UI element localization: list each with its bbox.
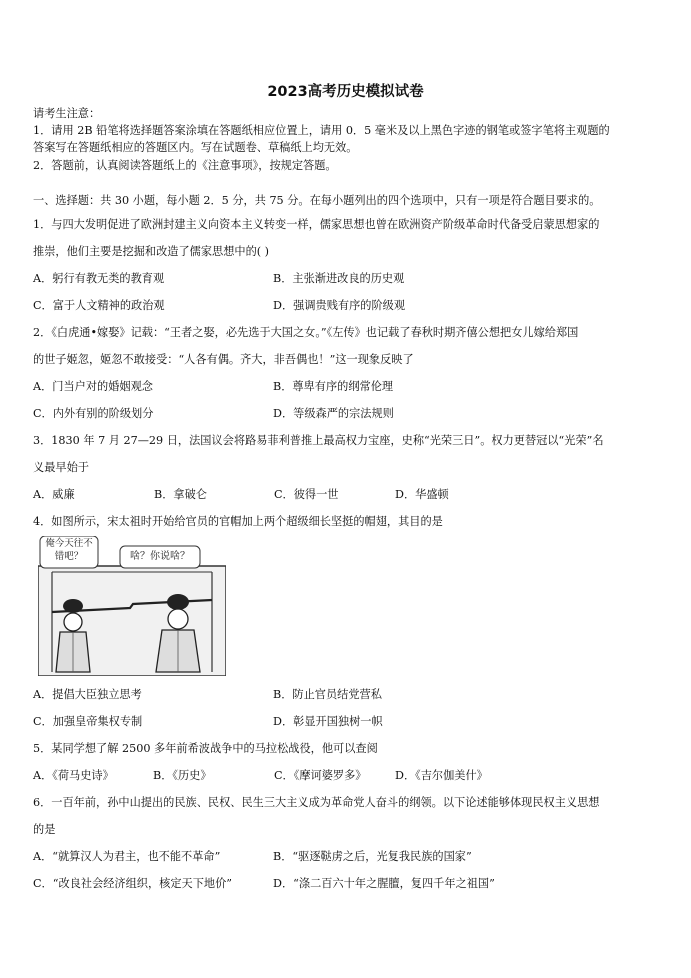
q6-option-c: C．“改良社会经济组织，核定天下地价”: [33, 877, 232, 890]
notice-item-1: 1．请用 2B 铅笔将选择题答案涂填在答题纸相应位置上，请用 0．5 毫米及以上黑色字迹的钢笔或签字笔将主观题的: [33, 124, 610, 137]
q4-option-c: C．加强皇帝集权专制: [33, 715, 143, 728]
notice-heading: 请考生注意：: [33, 107, 101, 120]
speech-bubble-right-text: 啥？你说啥？: [130, 551, 190, 562]
q3-stem: 3．1830 年 7 月 27—29 日，法国议会将路易菲利普推上最高权力宝座，史称“光荣三日”。权力更替冠以“光荣”名: [33, 434, 604, 447]
q2-option-c: C．内外有别的阶级划分: [33, 407, 154, 420]
q2-option-d: D．等级森严的宗法规则: [273, 407, 394, 420]
q3-option-b: B．拿破仑: [154, 488, 207, 501]
q1-stem-cont: 推崇，他们主要是挖掘和改造了儒家思想中的( ): [33, 245, 270, 258]
speech-bubble-right: [120, 546, 200, 568]
page-title: 2023高考历史模拟试卷: [267, 84, 424, 100]
notice-item-1-cont: 答案写在答题纸相应的答题区内。写在试题卷、草稿纸上均无效。: [33, 141, 358, 154]
speech-bubble-left-text: 俺今天往不错吧？: [45, 538, 93, 562]
q6-option-d: D．“涤二百六十年之腥膻，复四千年之祖国”: [273, 877, 495, 890]
q2-stem-cont: 的世子姬忽，姬忽不敢接受：“人各有偶。齐大，非吾偶也！”这一现象反映了: [33, 353, 414, 366]
q3-option-d: D．华盛顿: [395, 488, 449, 501]
q4-cartoon-figure: [38, 536, 226, 676]
q5-option-c: C．《摩诃婆罗多》: [274, 769, 367, 782]
q6-option-a: A．“就算汉人为君主，也不能不革命”: [33, 850, 221, 863]
notice-item-2: 2．答题前，认真阅读答题纸上的《注意事项》，按规定答题。: [33, 159, 337, 172]
q1-option-b: B．主张渐进改良的历史观: [273, 272, 405, 285]
q2-stem: 2．《白虎通•嫁娶》记载：“王者之娶，必先选于大国之女。”《左传》也记载了春秋时期齐僖公想把女儿嫁给郑国: [33, 326, 579, 339]
q6-option-b: B．“驱逐鞑虏之后，光复我民族的国家”: [273, 850, 472, 863]
q5-option-a: A．《荷马史诗》: [33, 769, 114, 782]
q3-option-c: C．彼得一世: [274, 488, 339, 501]
speech-bubble-left: [40, 536, 98, 568]
q2-option-b: B．尊卑有序的纲常伦理: [273, 380, 394, 393]
q4-option-a: A．提倡大臣独立思考: [33, 688, 142, 701]
q4-stem: 4．如图所示，宋太祖时开始给官员的官帽加上两个超级细长坚挺的帽翅，其目的是: [33, 515, 443, 528]
q1-option-d: D．强调贵贱有序的阶级观: [273, 299, 406, 312]
q4-option-b: B．防止官员结党营私: [273, 688, 382, 701]
q4-option-d: D．彰显开国独树一帜: [273, 715, 383, 728]
q6-stem: 6．一百年前，孙中山提出的民族、民权、民生三大主义成为革命党人奋斗的纲领。以下论述能够体现民权主义思想: [33, 796, 600, 809]
section-heading: 一、选择题：共 30 小题，每小题 2．5 分，共 75 分。在每小题列出的四个选项中，只有一项是符合题目要求的。: [33, 194, 601, 207]
q5-option-b: B．《历史》: [153, 769, 212, 782]
q1-option-c: C．富于人文精神的政治观: [33, 299, 165, 312]
q6-stem-cont: 的是: [33, 823, 56, 836]
q2-option-a: A．门当户对的婚姻观念: [33, 380, 153, 393]
q1-stem: 1．与四大发明促进了欧洲封建主义向资本主义转变一样，儒家思想也曾在欧洲资产阶级革命时代备受启蒙思想家的: [33, 218, 600, 231]
q1-option-a: A．躬行有教无类的教育观: [33, 272, 165, 285]
q3-option-a: A．威廉: [33, 488, 75, 501]
q3-stem-cont: 义最早始于: [33, 461, 89, 474]
q5-option-d: D．《吉尔伽美什》: [395, 769, 488, 782]
q5-stem: 5．某同学想了解 2500 多年前希波战争中的马拉松战役，他可以查阅: [33, 742, 378, 755]
